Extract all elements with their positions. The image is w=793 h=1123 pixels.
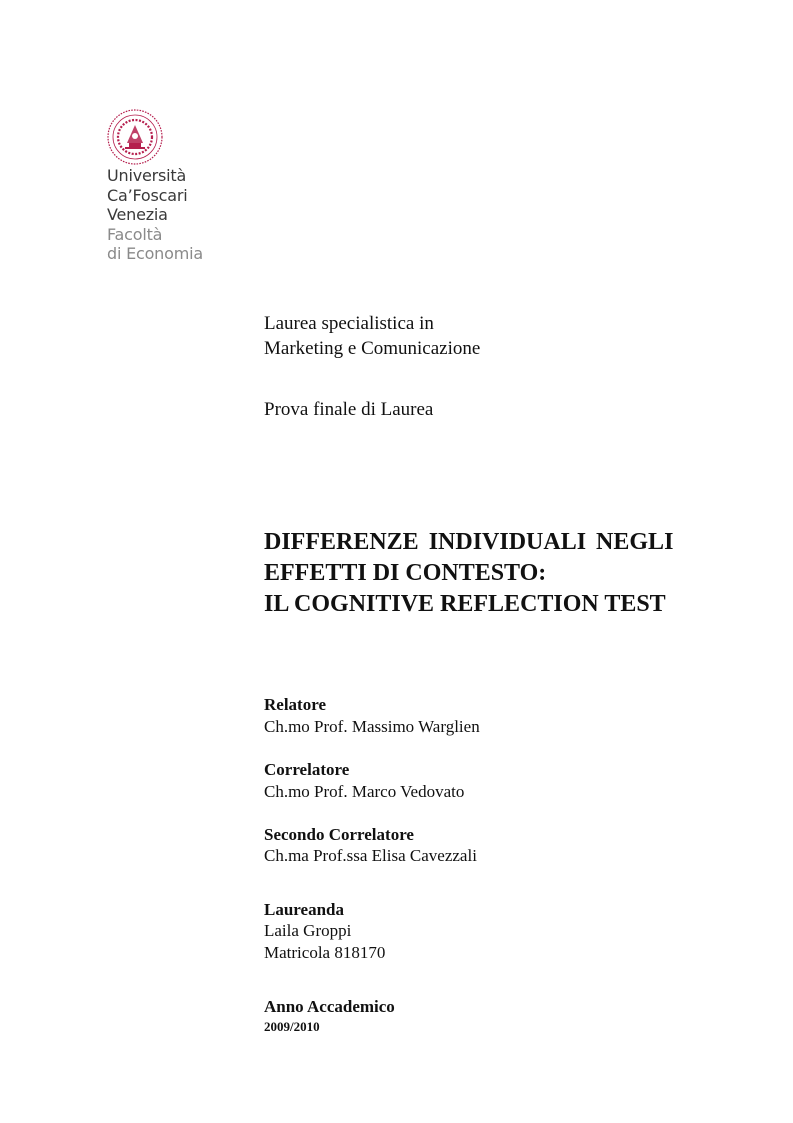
relatore-label: Relatore [264, 695, 326, 714]
correlatore-name: Ch.mo Prof. Marco Vedovato [264, 782, 465, 801]
anno-accademico-value: 2009/2010 [264, 1019, 320, 1034]
university-logo-text [107, 166, 203, 264]
secondo-correlatore-label: Secondo Correlatore [264, 825, 414, 844]
matricola: Matricola 818170 [264, 943, 386, 962]
correlatore-label: Correlatore [264, 760, 350, 779]
faculty-name-line: di Economia [107, 244, 203, 263]
degree-line-1: Laurea specialistica in [264, 313, 434, 334]
laureanda-label: Laureanda [264, 900, 344, 919]
university-name-line: Università [107, 166, 187, 185]
degree-line-2: Marketing e Comunicazione [264, 338, 481, 359]
relatore-name: Ch.mo Prof. Massimo Warglien [264, 717, 480, 736]
thesis-title-line-1: DIFFERENZE INDIVIDUALI NEGLI [264, 529, 674, 555]
laureanda-name: Laila Groppi [264, 921, 352, 940]
thesis-title-line-3: IL COGNITIVE REFLECTION TEST [264, 591, 666, 617]
university-seal-icon [105, 107, 165, 167]
anno-accademico-label: Anno Accademico [264, 997, 395, 1016]
university-name-line: Ca’Foscari [107, 185, 188, 205]
exam-type: Prova finale di Laurea [264, 399, 434, 420]
university-name-line: Venezia [107, 205, 168, 224]
faculty-name-line: Facoltà [107, 224, 163, 244]
secondo-correlatore-name: Ch.ma Prof.ssa Elisa Cavezzali [264, 846, 477, 865]
thesis-title-line-2: EFFETTI DI CONTESTO: [264, 560, 547, 586]
